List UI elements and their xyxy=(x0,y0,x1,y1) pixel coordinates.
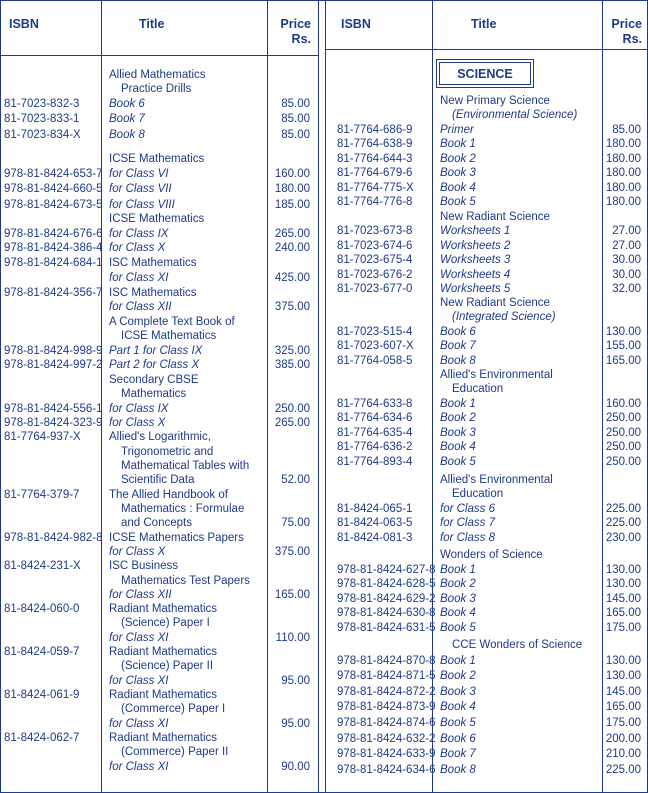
title-cell: Radiant Mathematics xyxy=(109,689,218,701)
title-cell: (Science) Paper I xyxy=(121,617,210,629)
right-header-price-unit: Rs. xyxy=(622,32,642,46)
title-cell: Book 3 xyxy=(440,427,476,439)
science-section-box xyxy=(436,59,534,88)
right-header-price xyxy=(606,17,642,47)
title-cell: Scientific Data xyxy=(121,474,195,486)
isbn-cell: 978-81-8424-871-5 xyxy=(337,670,436,682)
title-cell: Wonders of Science xyxy=(440,549,543,561)
title-cell: for Class X xyxy=(109,242,166,254)
isbn-cell: 81-7764-634-6 xyxy=(337,412,413,424)
price-cell: 165.00 xyxy=(605,701,641,713)
isbn-cell: 81-8424-081-3 xyxy=(337,532,413,544)
price-cell: 145.00 xyxy=(605,593,641,605)
isbn-cell: 978-81-8424-673-5 xyxy=(4,199,103,211)
title-cell: for Class XI xyxy=(109,632,169,644)
title-cell: Book 2 xyxy=(440,153,476,165)
isbn-cell: 978-81-8424-653-7 xyxy=(4,168,103,180)
title-cell: Mathematical Tables with xyxy=(121,460,250,472)
isbn-cell: 81-7023-834-X xyxy=(4,129,81,141)
isbn-cell: 978-81-8424-874-6 xyxy=(337,717,436,729)
title-cell: Radiant Mathematics xyxy=(109,603,218,615)
title-cell: Part 1 for Class IX xyxy=(109,345,203,357)
isbn-cell: 978-81-8424-634-6 xyxy=(337,764,436,776)
price-cell: 385.00 xyxy=(274,359,310,371)
isbn-cell: 978-81-8424-631-5 xyxy=(337,622,436,634)
isbn-cell: 81-7023-833-1 xyxy=(4,113,80,125)
price-cell: 325.00 xyxy=(274,345,310,357)
price-cell: 180.00 xyxy=(605,167,641,179)
price-cell: 95.00 xyxy=(281,718,310,730)
title-cell: CCE Wonders of Science xyxy=(452,639,583,651)
title-cell: ICSE Mathematics xyxy=(109,153,205,165)
title-cell: Book 6 xyxy=(440,326,476,338)
title-cell: A Complete Text Book of xyxy=(109,316,235,328)
title-cell: Primer xyxy=(440,124,474,136)
isbn-cell: 81-7764-633-8 xyxy=(337,398,413,410)
price-cell: 265.00 xyxy=(274,228,310,240)
isbn-cell: 978-81-8424-628-5 xyxy=(337,578,436,590)
title-cell: Book 6 xyxy=(109,98,145,110)
isbn-cell: 81-7764-636-2 xyxy=(337,441,413,453)
title-cell: Mathematics xyxy=(121,388,187,400)
price-cell: 375.00 xyxy=(274,301,310,313)
left-header-isbn: ISBN xyxy=(9,17,39,31)
price-cell: 180.00 xyxy=(605,138,641,150)
title-cell: Book 2 xyxy=(440,412,476,424)
isbn-cell: 81-8424-065-1 xyxy=(337,503,413,515)
price-cell: 250.00 xyxy=(605,427,641,439)
title-cell: Worksheets 2 xyxy=(440,240,511,252)
title-cell: Book 5 xyxy=(440,622,476,634)
price-cell: 160.00 xyxy=(605,398,641,410)
title-cell: for Class VI xyxy=(109,168,169,180)
isbn-cell: 81-7023-832-3 xyxy=(4,98,80,110)
isbn-cell: 81-7764-937-X xyxy=(4,431,81,443)
title-cell: for Class 6 xyxy=(440,503,495,515)
isbn-cell: 81-7023-676-2 xyxy=(337,269,413,281)
isbn-cell: 978-81-8424-870-8 xyxy=(337,655,436,667)
title-cell: for Class X xyxy=(109,417,166,429)
price-cell: 27.00 xyxy=(612,240,641,252)
isbn-cell: 81-7023-677-0 xyxy=(337,283,413,295)
isbn-cell: 978-81-8424-982-8 xyxy=(4,532,103,544)
isbn-cell: 978-81-8424-872-2 xyxy=(337,686,436,698)
price-cell: 250.00 xyxy=(605,412,641,424)
price-cell: 75.00 xyxy=(281,517,310,529)
isbn-cell: 81-7764-638-9 xyxy=(337,138,413,150)
isbn-cell: 978-81-8424-323-9 xyxy=(4,417,103,429)
title-cell: Worksheets 5 xyxy=(440,283,511,295)
price-cell: 32.00 xyxy=(612,283,641,295)
title-cell: Book 4 xyxy=(440,182,476,194)
isbn-cell: 978-81-8424-556-1 xyxy=(4,403,103,415)
isbn-cell: 978-81-8424-684-1 xyxy=(4,257,103,269)
isbn-cell: 81-7764-775-X xyxy=(337,182,414,194)
isbn-cell: 81-8424-061-9 xyxy=(4,689,80,701)
price-cell: 145.00 xyxy=(605,686,641,698)
center-divider-a xyxy=(318,1,319,792)
title-cell: for Class IX xyxy=(109,403,169,415)
isbn-cell: 81-7764-686-9 xyxy=(337,124,413,136)
isbn-cell: 81-7023-674-6 xyxy=(337,240,413,252)
title-cell: ICSE Mathematics Papers xyxy=(109,532,244,544)
title-cell: Book 1 xyxy=(440,398,476,410)
title-cell: for Class XI xyxy=(109,718,169,730)
title-cell: ICSE Mathematics xyxy=(109,213,205,225)
title-cell: (Integrated Science) xyxy=(452,311,556,323)
isbn-cell: 978-81-8424-627-8 xyxy=(337,564,436,576)
title-cell: Radiant Mathematics xyxy=(109,732,218,744)
title-cell: New Primary Science xyxy=(440,95,550,107)
price-cell: 180.00 xyxy=(605,196,641,208)
title-cell: Book 2 xyxy=(440,578,476,590)
title-cell: Book 1 xyxy=(440,655,476,667)
title-cell: Book 4 xyxy=(440,607,476,619)
title-cell: Book 2 xyxy=(440,670,476,682)
isbn-cell: 81-7764-058-5 xyxy=(337,355,413,367)
title-cell: Book 4 xyxy=(440,441,476,453)
title-cell: Allied's Environmental xyxy=(440,474,553,486)
title-cell: (Commerce) Paper II xyxy=(121,746,229,758)
title-cell: Book 3 xyxy=(440,686,476,698)
title-cell: for Class 8 xyxy=(440,532,495,544)
title-cell: New Radiant Science xyxy=(440,211,550,223)
price-cell: 85.00 xyxy=(281,113,310,125)
price-cell: 230.00 xyxy=(605,532,641,544)
title-cell: Worksheets 1 xyxy=(440,225,511,237)
price-cell: 130.00 xyxy=(605,670,641,682)
title-cell: Book 7 xyxy=(440,340,476,352)
price-cell: 425.00 xyxy=(274,272,310,284)
title-cell: for Class XI xyxy=(109,272,169,284)
left-price-divider xyxy=(267,1,268,792)
isbn-cell: 81-7764-644-3 xyxy=(337,153,413,165)
price-cell: 180.00 xyxy=(274,183,310,195)
isbn-cell: 81-7023-515-4 xyxy=(337,326,413,338)
science-section-title: SCIENCE xyxy=(439,62,531,85)
left-isbn-divider xyxy=(101,1,102,792)
isbn-cell: 978-81-8424-633-9 xyxy=(337,748,436,760)
title-cell: Part 2 for Class X xyxy=(109,359,200,371)
price-cell: 85.00 xyxy=(281,129,310,141)
title-cell: ISC Business xyxy=(109,560,179,572)
price-cell: 130.00 xyxy=(605,326,641,338)
title-cell: (Science) Paper II xyxy=(121,660,214,672)
price-cell: 175.00 xyxy=(605,622,641,634)
title-cell: Book 6 xyxy=(440,733,476,745)
isbn-cell: 81-7764-893-4 xyxy=(337,456,413,468)
title-cell: Education xyxy=(452,383,504,395)
isbn-cell: 81-7764-776-8 xyxy=(337,196,413,208)
price-cell: 130.00 xyxy=(605,655,641,667)
title-cell: Secondary CBSE xyxy=(109,374,199,386)
left-header-price xyxy=(273,17,311,47)
price-cell: 225.00 xyxy=(605,517,641,529)
title-cell: The Allied Handbook of xyxy=(109,489,228,501)
isbn-cell: 978-81-8424-998-9 xyxy=(4,345,103,357)
isbn-cell: 81-7023-675-4 xyxy=(337,254,413,266)
title-cell: Book 8 xyxy=(109,129,145,141)
price-cell: 30.00 xyxy=(612,269,641,281)
price-cell: 225.00 xyxy=(605,503,641,515)
title-cell: for Class VIII xyxy=(109,199,175,211)
price-cell: 180.00 xyxy=(605,182,641,194)
center-divider-b xyxy=(325,1,326,792)
price-cell: 110.00 xyxy=(275,632,310,644)
title-cell: Worksheets 3 xyxy=(440,254,511,266)
isbn-cell: 81-8424-062-7 xyxy=(4,732,80,744)
title-cell: Book 1 xyxy=(440,138,476,150)
price-cell: 265.00 xyxy=(274,417,310,429)
price-cell: 200.00 xyxy=(605,733,641,745)
price-cell: 225.00 xyxy=(605,764,641,776)
right-header-title: Title xyxy=(471,17,497,31)
title-cell: (Environmental Science) xyxy=(452,109,578,121)
title-cell: Book 7 xyxy=(109,113,145,125)
price-cell: 130.00 xyxy=(605,564,641,576)
isbn-cell: 978-81-8424-873-9 xyxy=(337,701,436,713)
isbn-cell: 81-7764-379-7 xyxy=(4,489,80,501)
price-cell: 375.00 xyxy=(274,546,310,558)
price-cell: 175.00 xyxy=(605,717,641,729)
price-cell: 30.00 xyxy=(612,254,641,266)
left-header-title: Title xyxy=(139,17,165,31)
title-cell: for Class XII xyxy=(109,589,172,601)
price-cell: 85.00 xyxy=(612,124,641,136)
title-cell: Worksheets 4 xyxy=(440,269,511,281)
price-cell: 250.00 xyxy=(274,403,310,415)
title-cell: Book 5 xyxy=(440,717,476,729)
title-cell: Allied's Environmental xyxy=(440,369,553,381)
left-header-price-label: Price xyxy=(280,17,311,31)
title-cell: ISC Mathematics xyxy=(109,287,197,299)
title-cell: ISC Mathematics xyxy=(109,257,197,269)
title-cell: for Class XI xyxy=(109,761,169,773)
title-cell: Book 7 xyxy=(440,748,476,760)
price-cell: 165.00 xyxy=(605,607,641,619)
price-cell: 180.00 xyxy=(605,153,641,165)
title-cell: for Class XII xyxy=(109,301,172,313)
right-header-isbn: ISBN xyxy=(341,17,371,31)
title-cell: Book 8 xyxy=(440,764,476,776)
isbn-cell: 978-81-8424-386-4 xyxy=(4,242,103,254)
title-cell: Book 4 xyxy=(440,701,476,713)
title-cell: Book 5 xyxy=(440,456,476,468)
isbn-cell: 81-7764-679-6 xyxy=(337,167,413,179)
price-cell: 165.00 xyxy=(274,589,310,601)
title-cell: Book 5 xyxy=(440,196,476,208)
price-cell: 155.00 xyxy=(605,340,641,352)
price-cell: 160.00 xyxy=(274,168,310,180)
title-cell: for Class VII xyxy=(109,183,172,195)
isbn-cell: 81-8424-231-X xyxy=(4,560,81,572)
isbn-cell: 978-81-8424-630-8 xyxy=(337,607,436,619)
title-cell: Practice Drills xyxy=(121,83,192,95)
price-cell: 165.00 xyxy=(605,355,641,367)
title-cell: Education xyxy=(452,488,504,500)
isbn-cell: 81-8424-059-7 xyxy=(4,646,80,658)
title-cell: Mathematics : Formulae xyxy=(121,503,245,515)
title-cell: Mathematics Test Papers xyxy=(121,575,250,587)
price-cell: 95.00 xyxy=(281,675,310,687)
price-cell: 130.00 xyxy=(605,578,641,590)
title-cell: Allied Mathematics xyxy=(109,69,206,81)
title-cell: Book 8 xyxy=(440,355,476,367)
isbn-cell: 978-81-8424-632-2 xyxy=(337,733,436,745)
title-cell: Radiant Mathematics xyxy=(109,646,218,658)
isbn-cell: 81-7023-607-X xyxy=(337,340,414,352)
isbn-cell: 81-7764-635-4 xyxy=(337,427,413,439)
title-cell: (Commerce) Paper I xyxy=(121,703,226,715)
isbn-cell: 81-7023-673-8 xyxy=(337,225,413,237)
title-cell: Trigonometric and xyxy=(121,446,214,458)
price-cell: 210.00 xyxy=(605,748,641,760)
title-cell: Book 3 xyxy=(440,167,476,179)
title-cell: and Concepts xyxy=(121,517,192,529)
title-cell: New Radiant Science xyxy=(440,297,550,309)
price-cell: 250.00 xyxy=(605,456,641,468)
isbn-cell: 978-81-8424-660-5 xyxy=(4,183,103,195)
isbn-cell: 978-81-8424-356-7 xyxy=(4,287,103,299)
isbn-cell: 978-81-8424-997-2 xyxy=(4,359,103,371)
right-header-rule xyxy=(325,49,647,50)
title-cell: Book 1 xyxy=(440,564,476,576)
price-cell: 250.00 xyxy=(605,441,641,453)
isbn-cell: 81-8424-060-0 xyxy=(4,603,80,615)
price-cell: 185.00 xyxy=(274,199,310,211)
left-header-price-unit: Rs. xyxy=(291,32,311,46)
price-cell: 85.00 xyxy=(281,98,310,110)
price-cell: 27.00 xyxy=(612,225,641,237)
isbn-cell: 978-81-8424-629-2 xyxy=(337,593,436,605)
title-cell: ICSE Mathematics xyxy=(121,330,217,342)
price-cell: 240.00 xyxy=(274,242,310,254)
price-cell: 90.00 xyxy=(281,761,310,773)
right-header-price-label: Price xyxy=(611,17,642,31)
title-cell: for Class XI xyxy=(109,675,169,687)
left-header-rule xyxy=(1,55,318,56)
price-cell: 52.00 xyxy=(281,474,310,486)
title-cell: Allied's Logarithmic, xyxy=(109,431,211,443)
title-cell: for Class X xyxy=(109,546,166,558)
title-cell: for Class 7 xyxy=(440,517,495,529)
title-cell: Book 3 xyxy=(440,593,476,605)
title-cell: for Class IX xyxy=(109,228,169,240)
isbn-cell: 81-8424-063-5 xyxy=(337,517,413,529)
isbn-cell: 978-81-8424-676-6 xyxy=(4,228,103,240)
